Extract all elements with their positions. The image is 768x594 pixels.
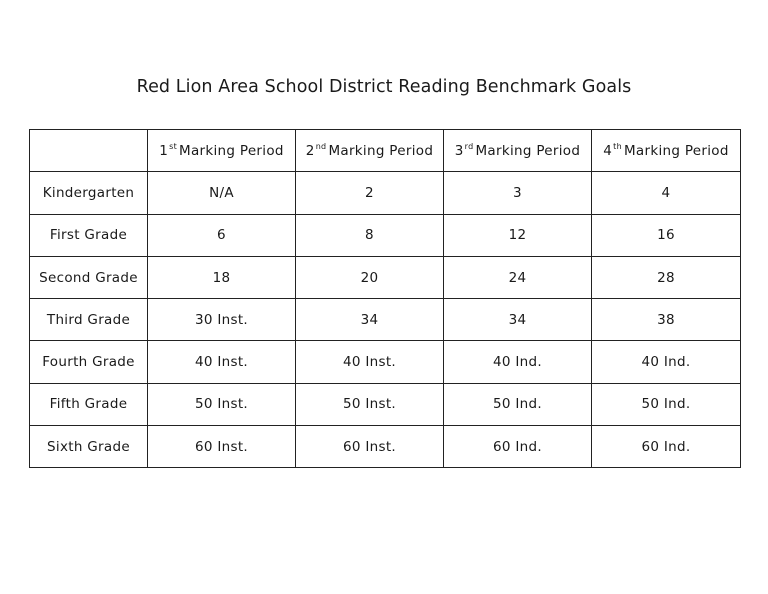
benchmark-value: 8 [296, 214, 444, 256]
benchmark-value: 50 Inst. [296, 383, 444, 425]
benchmark-value: 34 [296, 299, 444, 341]
benchmark-value: 60 Inst. [148, 426, 296, 468]
page-title: Red Lion Area School District Reading Benchmark Goals [136, 77, 632, 97]
table-row [30, 299, 741, 341]
benchmark-value: 16 [592, 214, 741, 256]
header-label: Marking Period [623, 142, 729, 159]
table-row [30, 214, 741, 256]
table-row [30, 341, 741, 383]
benchmark-value: 40 Ind. [444, 341, 592, 383]
header-ordinal-suffix: th [613, 141, 622, 151]
header-number: 2 [305, 142, 315, 159]
benchmark-value: 3 [444, 172, 592, 214]
grade-label: First Grade [30, 214, 148, 256]
benchmark-value: 50 Ind. [592, 383, 741, 425]
benchmark-value: 60 Inst. [296, 426, 444, 468]
grade-label: Fifth Grade [30, 383, 148, 425]
header-row [30, 130, 741, 172]
header-marking-period-1 [148, 130, 296, 172]
benchmark-value: 60 Ind. [592, 426, 741, 468]
benchmark-value: 6 [148, 214, 296, 256]
header-label: Marking Period [475, 142, 581, 159]
benchmark-value: 40 Inst. [148, 341, 296, 383]
header-label: Marking Period [328, 142, 434, 159]
benchmark-value: 34 [444, 299, 592, 341]
benchmark-value: 50 Ind. [444, 383, 592, 425]
benchmark-value: 4 [592, 172, 741, 214]
benchmark-value: N/A [148, 172, 296, 214]
table-row [30, 383, 741, 425]
benchmark-value: 28 [592, 256, 741, 298]
benchmark-value: 40 Ind. [592, 341, 741, 383]
header-marking-period-3 [444, 130, 592, 172]
benchmark-value: 50 Inst. [148, 383, 296, 425]
benchmark-value: 60 Ind. [444, 426, 592, 468]
benchmark-value: 38 [592, 299, 741, 341]
benchmark-value: 2 [296, 172, 444, 214]
header-ordinal-suffix: st [169, 141, 178, 151]
header-label: Marking Period [179, 142, 284, 159]
header-marking-period-4 [592, 130, 741, 172]
table-row [30, 256, 741, 298]
header-number: 3 [454, 142, 464, 159]
header-ordinal-suffix: rd [464, 141, 474, 151]
grade-label: Sixth Grade [30, 426, 148, 468]
table-row [30, 426, 741, 468]
header-number: 1 [159, 142, 169, 159]
header-ordinal-suffix: nd [315, 141, 327, 151]
benchmark-value: 24 [444, 256, 592, 298]
benchmark-value: 12 [444, 214, 592, 256]
header-marking-period-2 [296, 130, 444, 172]
benchmark-table [29, 129, 741, 468]
grade-label: Kindergarten [30, 172, 148, 214]
header-number: 4 [603, 142, 613, 159]
benchmark-value: 20 [296, 256, 444, 298]
table-row [30, 172, 741, 214]
corner-cell [30, 130, 148, 172]
benchmark-value: 40 Inst. [296, 341, 444, 383]
benchmark-value: 30 Inst. [148, 299, 296, 341]
grade-label: Third Grade [30, 299, 148, 341]
grade-label: Second Grade [30, 256, 148, 298]
grade-label: Fourth Grade [30, 341, 148, 383]
benchmark-value: 18 [148, 256, 296, 298]
